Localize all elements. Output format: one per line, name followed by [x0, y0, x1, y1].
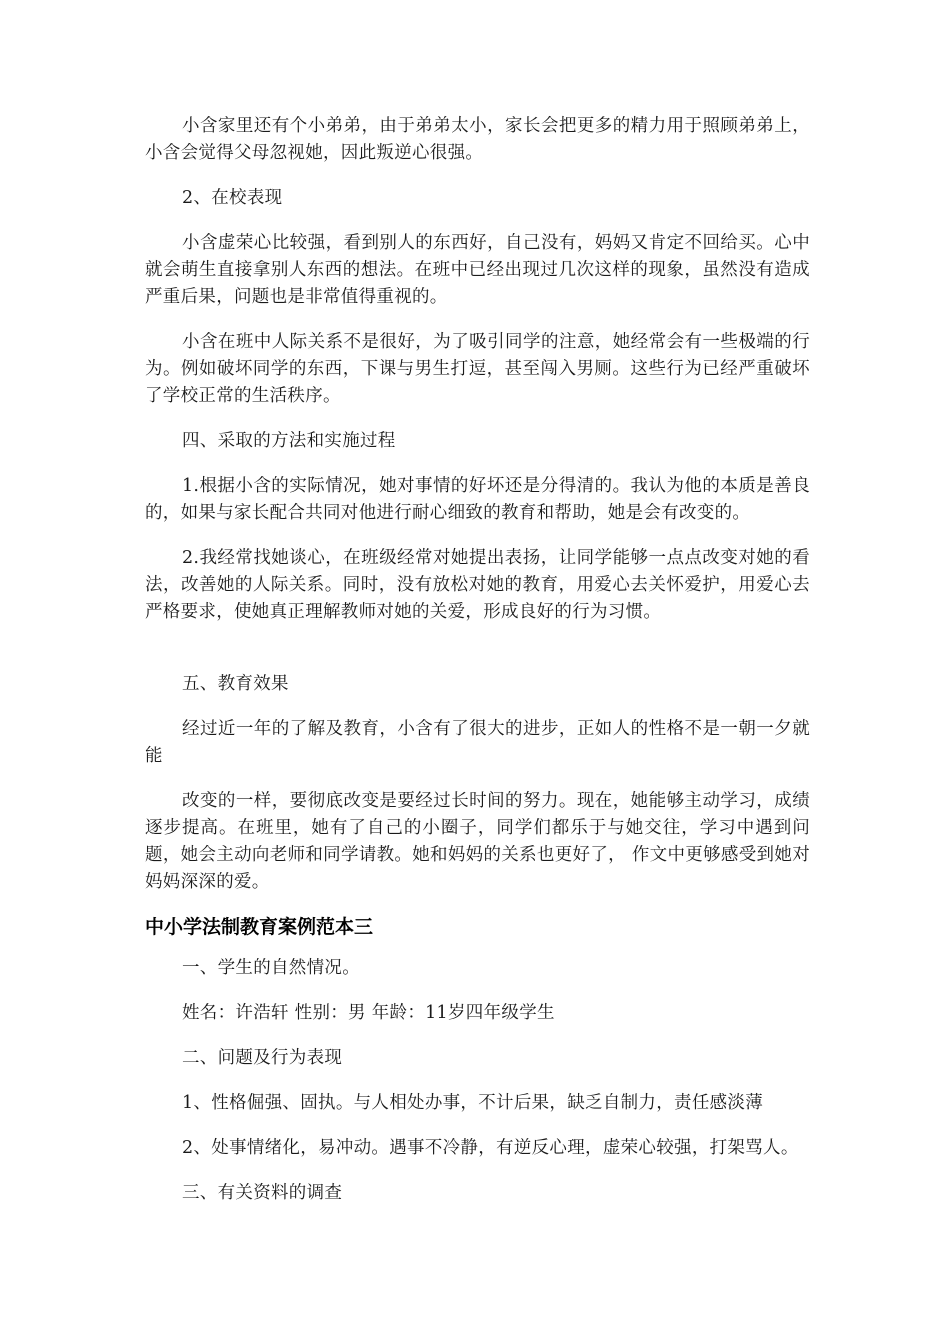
paragraph: 小含在班中人际关系不是很好，为了吸引同学的注意，她经常会有一些极端的行为。例如破坏同学的东西，下课与男生打逗，甚至闯入男厕。这些行为已经严重破坏了学校正常的生活秩序。 — [145, 332, 810, 406]
paragraph: 2、处事情绪化，易冲动。遇事不冷静，有逆反心理，虚荣心较强，打架骂人。 — [182, 1138, 799, 1158]
subsection-heading: 一、学生的自然情况。 — [182, 958, 360, 978]
paragraph: 1、性格倔强、固执。与人相处办事，不计后果，缺乏自制力，责任感淡薄 — [182, 1093, 764, 1113]
paragraph: 姓名：许浩轩 性别：男 年龄：11岁四年级学生 — [182, 1003, 555, 1023]
paragraph: 经过近一年的了解及教育，小含有了很大的进步，正如人的性格不是一朝一夕就能 — [145, 719, 810, 766]
subsection-heading: 四、采取的方法和实施过程 — [182, 431, 396, 451]
section-heading: 中小学法制教育案例范本三 — [145, 916, 374, 938]
paragraph: 2.我经常找她谈心，在班级经常对她提出表扬，让同学能够一点点改变对她的看法，改善她的人际关系。同时，没有放松对她的教育，用爱心去关怀爱护，用爱心去严格要求，使她真正理解教师对她的关爱，形成良好的行为习惯。 — [145, 548, 810, 622]
paragraph: 小含家里还有个小弟弟，由于弟弟太小，家长会把更多的精力用于照顾弟弟上，小含会觉得父母忽视她，因此叛逆心很强。 — [145, 116, 810, 163]
subsection-heading: 二、问题及行为表现 — [182, 1048, 343, 1068]
paragraph: 1.根据小含的实际情况，她对事情的好坏还是分得清的。我认为他的本质是善良的，如果与家长配合共同对他进行耐心细致的教育和帮助，她是会有改变的。 — [145, 476, 810, 523]
document-body — [145, 113, 810, 1225]
subsection-heading: 三、有关资料的调查 — [182, 1183, 343, 1203]
subsection-heading: 2、在校表现 — [182, 188, 283, 208]
paragraph: 改变的一样，要彻底改变是要经过长时间的努力。现在，她能够主动学习，成绩逐步提高。在班里，她有了自己的小圈子，同学们都乐于与她交往，学习中遇到问题，她会主动向老师和同学请教。她和妈妈的关系也更好了， 作文中更够感受到她对妈妈深深的爱。 — [145, 791, 810, 892]
subsection-heading: 五、教育效果 — [182, 674, 289, 694]
paragraph: 小含虚荣心比较强，看到别人的东西好，自己没有，妈妈又肯定不回给买。心中就会萌生直接拿别人东西的想法。在班中已经出现过几次这样的现象，虽然没有造成严重后果，问题也是非常值得重视的。 — [145, 233, 810, 307]
